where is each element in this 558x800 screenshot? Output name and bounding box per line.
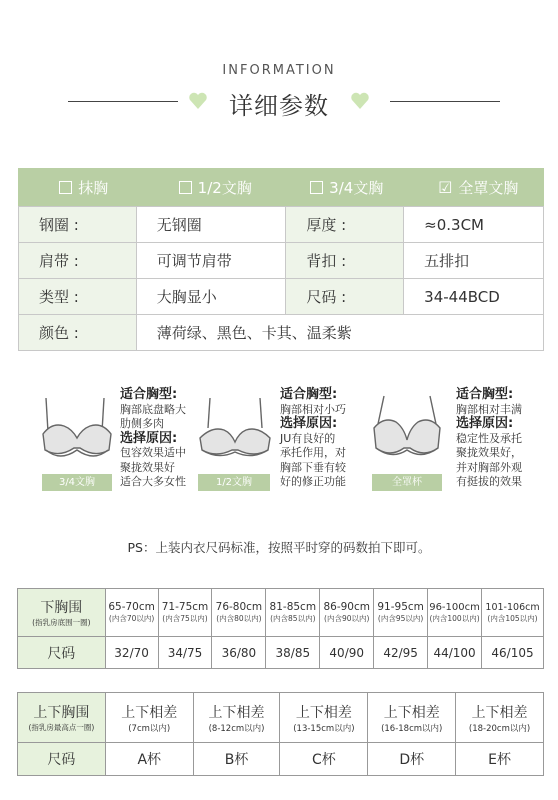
bra-full-cup-icon — [370, 392, 444, 464]
spec-value: 薄荷绿、黑色、卡其、温柔紫 — [136, 315, 543, 351]
cup-cell: A杯 — [105, 743, 193, 776]
size-cell: 46/105 — [482, 637, 544, 669]
cup-cell: E杯 — [456, 743, 544, 776]
cup-row — [18, 743, 544, 776]
spec-row — [19, 207, 544, 243]
desc-heading: 选择原因: — [280, 416, 338, 431]
cup-cell: C杯 — [280, 743, 368, 776]
desc-line: 胸部底盘略大 — [120, 402, 186, 416]
cup-option-three-quarter — [281, 168, 413, 206]
difference-label: 上下相差 — [295, 704, 352, 721]
size-label: 尺码 — [18, 637, 106, 669]
size-cell: 32/70 — [105, 637, 158, 669]
underbust-size-table — [17, 588, 544, 669]
difference-label: 上下相差 — [121, 704, 178, 721]
desc-heading: 适合胸型: — [120, 387, 178, 402]
difference-range: (8-12cm以内) — [208, 723, 265, 734]
spec-value: 可调节肩带 — [136, 243, 286, 279]
bra-half-cup-icon — [198, 392, 272, 464]
cup-cell: D杯 — [368, 743, 456, 776]
difference-range: (7cm以内) — [128, 723, 171, 734]
desc-heading: 选择原因: — [120, 430, 178, 446]
range-note: (内含75以内) — [162, 614, 208, 623]
spec-value: 大胸显小 — [136, 279, 286, 315]
difference-range: (13-15cm以内) — [293, 723, 355, 734]
spec-value: 五排扣 — [404, 243, 544, 279]
size-cell: 44/100 — [428, 637, 482, 669]
title-row — [0, 84, 558, 120]
range-note: (内含85以内) — [270, 614, 316, 623]
difference-label: 上下相差 — [471, 704, 528, 721]
size-row — [18, 637, 544, 669]
range-text: 91-95cm — [377, 601, 424, 613]
header-sub: (指乳房最高点一圈) — [28, 723, 95, 732]
cup-option-label: 3/4文胸 — [329, 178, 384, 197]
underbust-header — [18, 589, 106, 637]
desc-line: JU有良好的 — [280, 431, 336, 445]
range-cell — [428, 589, 482, 637]
spec-key: 尺码 : — [286, 279, 404, 315]
range-cell — [105, 589, 158, 637]
range-text: 76-80cm — [215, 601, 263, 613]
info-eyebrow: INFORMATION — [222, 63, 336, 78]
checkbox-icon — [179, 181, 192, 194]
cup-option-label: 抹胸 — [78, 178, 109, 197]
size-cell: 40/90 — [320, 637, 374, 669]
cup-option-strapless — [18, 168, 150, 206]
range-text: 86-90cm — [323, 601, 370, 613]
spec-table — [18, 206, 544, 351]
cup-style-bar — [18, 168, 544, 206]
desc-line: 承托作用，对 — [280, 446, 346, 459]
difference-cell — [456, 693, 544, 743]
difference-range: (16-18cm以内) — [381, 723, 443, 734]
checkbox-icon — [59, 181, 72, 194]
range-text: 81-85cm — [269, 601, 317, 613]
desc-line: 胸部相对丰满 — [456, 402, 522, 416]
desc-line: 稳定性及承托 — [456, 431, 522, 445]
range-cell — [482, 589, 544, 637]
desc-line: 并对胸部外观 — [456, 460, 522, 474]
difference-label: 上下相差 — [383, 704, 440, 721]
range-cell — [158, 589, 212, 637]
size-cell: 42/95 — [374, 637, 428, 669]
header-main: 下胸围 — [40, 600, 83, 616]
bra-tag: 3/4文胸 — [42, 474, 112, 491]
bust-header — [18, 693, 106, 743]
checkmark-icon: ☑ — [438, 177, 453, 197]
size-cell: 36/80 — [212, 637, 266, 669]
checkbox-icon — [310, 181, 323, 194]
spec-value: 无钢圈 — [136, 207, 286, 243]
desc-heading: 适合胸型: — [456, 387, 514, 402]
size-cell: 38/85 — [266, 637, 320, 669]
range-note: (内含105以内) — [487, 613, 538, 623]
desc-heading: 适合胸型: — [280, 387, 338, 402]
spec-key: 颜色 : — [19, 315, 137, 351]
cup-size-table — [17, 692, 544, 776]
range-cell — [212, 589, 266, 637]
difference-row — [18, 693, 544, 743]
difference-cell — [105, 693, 193, 743]
cup-option-label: 全罩文胸 — [458, 178, 519, 197]
range-text: 71-75cm — [161, 601, 209, 613]
range-cell — [320, 589, 374, 637]
desc-line: 聚拢效果好 — [120, 460, 175, 474]
range-cell — [266, 589, 320, 637]
desc-heading: 选择原因: — [456, 416, 514, 431]
desc-line: 胸部下垂有较 — [280, 460, 346, 474]
size-label: 尺码 — [18, 743, 106, 776]
range-text: 101-106cm — [485, 601, 540, 613]
spec-value: 34-44BCD — [404, 279, 544, 315]
spec-row — [19, 279, 544, 315]
desc-line: 肋侧多肉 — [120, 417, 164, 430]
bra-desc — [120, 388, 186, 490]
range-text: 65-70cm — [108, 601, 155, 613]
page-title: 详细参数 — [229, 92, 329, 120]
range-note: (内含70以内) — [108, 614, 155, 623]
difference-range: (18-20cm以内) — [468, 723, 531, 734]
desc-line: 好的修正功能 — [280, 475, 346, 488]
difference-label: 上下相差 — [208, 704, 265, 721]
spec-key: 钢圈 : — [19, 207, 137, 243]
range-row — [18, 589, 544, 637]
range-note: (内含80以内) — [216, 614, 262, 623]
desc-line: 适合大多女性 — [120, 475, 186, 488]
bra-tag: 全罩杯 — [372, 474, 442, 491]
bra-desc — [280, 388, 346, 490]
difference-cell — [368, 693, 456, 743]
size-cell: 34/75 — [158, 637, 212, 669]
range-note: (内含100以内) — [429, 613, 480, 623]
heart-icon — [350, 92, 370, 110]
range-note: (内含95以内) — [377, 614, 424, 623]
spec-row — [19, 315, 544, 351]
desc-line: 有挺拔的效果 — [456, 475, 522, 488]
range-text: 96-100cm — [429, 601, 480, 613]
range-cell — [374, 589, 428, 637]
bra-tag: 1/2文胸 — [198, 474, 270, 491]
spec-key: 类型 : — [19, 279, 137, 315]
cup-option-half — [150, 168, 282, 206]
spec-value: ≈0.3CM — [404, 207, 544, 243]
desc-line: 胸部相对小巧 — [280, 402, 346, 416]
desc-line: 包容效果适中 — [120, 446, 186, 459]
title-right-line — [390, 101, 500, 102]
spec-row — [19, 243, 544, 279]
cup-cell: B杯 — [193, 743, 280, 776]
spec-key: 背扣 : — [286, 243, 404, 279]
spec-key: 厚度 : — [286, 207, 404, 243]
header-sub: (指乳房底围一圈) — [32, 618, 91, 627]
difference-cell — [280, 693, 368, 743]
range-note: (内含90以内) — [324, 614, 370, 623]
cup-option-full — [413, 168, 545, 206]
bra-desc — [456, 388, 522, 490]
difference-cell — [193, 693, 280, 743]
header-main: 上下胸围 — [33, 705, 90, 721]
spec-key: 肩带 : — [19, 243, 137, 279]
bra-three-quarter-icon — [40, 392, 114, 464]
ps-note: PS：上装内衣尺码标准，按照平时穿的码数拍下即可。 — [127, 540, 431, 555]
cup-option-label: 1/2文胸 — [197, 178, 252, 197]
desc-line: 聚拢效果好， — [456, 446, 522, 459]
